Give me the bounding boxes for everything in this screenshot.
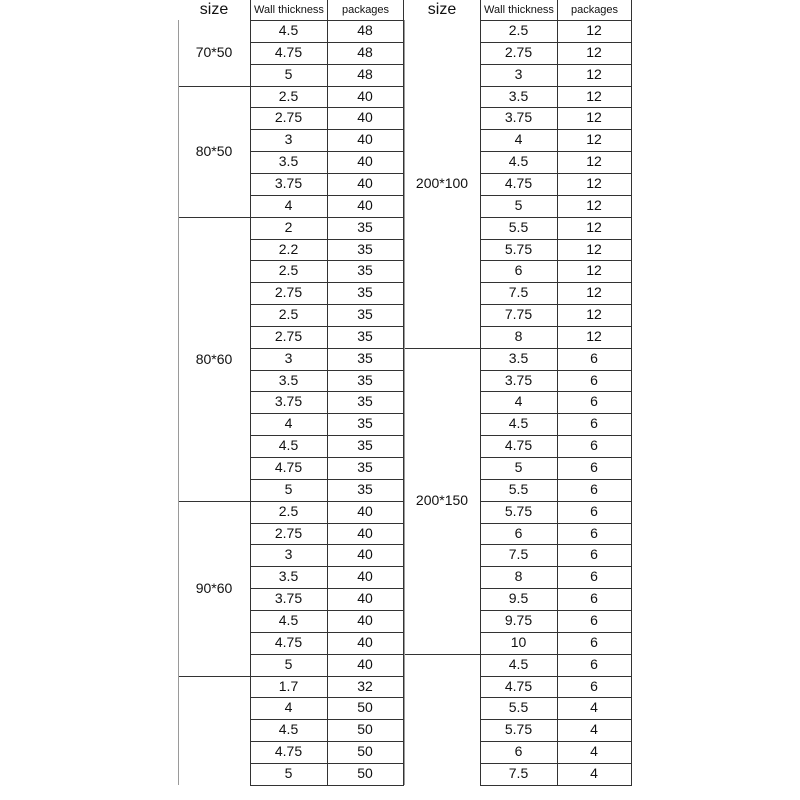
left-packages-cell: 32	[357, 677, 373, 694]
right-packages-cell: 12	[586, 196, 602, 213]
right-wall-thickness-cell: 9.75	[504, 611, 533, 628]
right-packages-cell: 4	[590, 764, 598, 781]
left-packages-cell: 35	[357, 415, 373, 432]
right-size-header: size	[427, 1, 457, 18]
right-wall-thickness-cell: 6	[514, 262, 523, 279]
right-packages-cell: 12	[586, 174, 602, 191]
left-packages-cell: 35	[357, 393, 373, 410]
left-row-divider	[250, 785, 404, 786]
right-wall-thickness-cell: 3.75	[504, 109, 533, 126]
left-packages-cell: 40	[357, 174, 373, 191]
right-wall-thickness-cell: 6	[514, 524, 523, 541]
left-packages-cell: 40	[357, 131, 373, 148]
left-wall-thickness-cell: 4.75	[274, 743, 303, 760]
left-column-border	[250, 0, 251, 785]
right-packages-cell: 12	[586, 87, 602, 104]
right-packages-cell: 12	[586, 109, 602, 126]
right-packages-cell: 12	[586, 131, 602, 148]
right-wall-thickness-cell: 5.75	[504, 502, 533, 519]
right-packages-cell: 6	[590, 393, 598, 410]
right-wall-thickness-cell: 5.75	[504, 721, 533, 738]
left-wall-thickness-cell: 4.75	[274, 459, 303, 475]
left-wall-thickness-cell: 3.75	[274, 393, 303, 410]
right-packages-cell: 12	[586, 327, 602, 344]
right-wall-thickness-cell: 5.5	[508, 218, 529, 235]
right-packages-cell: 6	[590, 437, 598, 454]
left-wall-thickness-cell: 4.5	[278, 437, 299, 454]
left-wall-thickness-cell: 3.5	[278, 153, 299, 170]
right-packages-cell: 6	[590, 459, 598, 475]
left-size-header: size	[199, 1, 229, 18]
right-packages-cell: 6	[590, 655, 598, 672]
left-packages-cell: 48	[357, 43, 373, 60]
right-packages-cell: 12	[586, 65, 602, 82]
right-packages-cell: 6	[590, 349, 598, 366]
right-packages-cell: 12	[586, 218, 602, 235]
right-wall-thickness-cell: 7.5	[508, 764, 529, 781]
left-wall-thickness-cell: 4.5	[278, 611, 299, 628]
left-wall-thickness-cell: 4	[284, 196, 293, 213]
right-packages-cell: 12	[586, 262, 602, 279]
left-wall-thickness-header: Wall thickness	[254, 4, 324, 16]
right-wall-thickness-cell: 4.75	[504, 174, 533, 191]
left-wall-thickness-cell: 5	[284, 480, 293, 497]
right-wall-thickness-cell: 4.5	[508, 655, 529, 672]
right-wall-thickness-cell: 5	[514, 196, 523, 213]
left-wall-thickness-cell: 3	[284, 546, 293, 563]
left-packages-cell: 35	[357, 437, 373, 454]
left-packages-cell: 40	[357, 611, 373, 628]
right-packages-cell: 12	[586, 153, 602, 170]
left-packages-cell: 40	[357, 568, 373, 585]
right-wall-thickness-cell: 2.75	[504, 43, 533, 60]
left-wall-thickness-cell: 3.75	[274, 590, 303, 607]
right-packages-cell: 6	[590, 371, 598, 388]
right-packages-cell: 12	[586, 43, 602, 60]
right-wall-thickness-cell: 3.5	[508, 87, 529, 104]
left-packages-cell: 35	[357, 459, 373, 475]
left-wall-thickness-cell: 2.5	[278, 87, 299, 104]
right-wall-thickness-cell: 3.5	[508, 349, 529, 366]
right-packages-cell: 12	[586, 22, 602, 38]
right-packages-cell: 12	[586, 284, 602, 301]
left-size-label: 70*50	[195, 44, 233, 60]
right-size-column-border	[404, 20, 405, 785]
right-packages-header: packages	[570, 4, 619, 16]
right-packages-cell: 12	[586, 306, 602, 323]
left-packages-header: packages	[341, 4, 390, 16]
right-wall-thickness-cell: 2.5	[508, 22, 529, 38]
left-packages-cell: 40	[357, 153, 373, 170]
left-packages-cell: 40	[357, 655, 373, 672]
left-wall-thickness-cell: 2.75	[274, 524, 303, 541]
right-wall-thickness-cell: 3	[514, 65, 523, 82]
right-packages-cell: 6	[590, 590, 598, 607]
right-wall-thickness-cell: 10	[510, 633, 527, 650]
left-packages-cell: 35	[357, 480, 373, 497]
left-wall-thickness-cell: 5	[284, 764, 293, 781]
right-wall-thickness-cell: 4.75	[504, 437, 533, 454]
left-wall-thickness-cell: 2.5	[278, 502, 299, 519]
left-packages-cell: 50	[357, 764, 373, 781]
left-packages-cell: 40	[357, 196, 373, 213]
left-packages-cell: 35	[357, 284, 373, 301]
left-packages-cell: 40	[357, 502, 373, 519]
right-column-border	[480, 0, 481, 785]
right-wall-thickness-cell: 4	[514, 131, 523, 148]
left-wall-thickness-cell: 4.75	[274, 633, 303, 650]
left-packages-cell: 35	[357, 218, 373, 235]
left-wall-thickness-cell: 2.2	[278, 240, 299, 257]
right-wall-thickness-cell: 7.5	[508, 284, 529, 301]
right-packages-cell: 6	[590, 480, 598, 497]
right-wall-thickness-cell: 6	[514, 743, 523, 760]
left-wall-thickness-cell: 4	[284, 415, 293, 432]
left-packages-cell: 35	[357, 240, 373, 257]
right-wall-thickness-cell: 9.5	[508, 590, 529, 607]
left-size-label: 80*60	[195, 350, 233, 367]
right-wall-thickness-cell: 8	[514, 568, 523, 585]
left-packages-cell: 35	[357, 327, 373, 344]
left-wall-thickness-cell: 2.5	[278, 306, 299, 323]
left-wall-thickness-cell: 5	[284, 65, 293, 82]
right-packages-cell: 6	[590, 611, 598, 628]
right-group-divider	[404, 654, 480, 655]
left-packages-cell: 40	[357, 590, 373, 607]
left-packages-cell: 48	[357, 22, 373, 38]
left-wall-thickness-cell: 3.75	[274, 174, 303, 191]
right-wall-thickness-cell: 4	[514, 393, 523, 410]
right-packages-cell: 4	[590, 721, 598, 738]
right-wall-thickness-cell: 7.5	[508, 546, 529, 563]
right-row-divider	[480, 785, 632, 786]
right-wall-thickness-cell: 4.5	[508, 415, 529, 432]
left-wall-thickness-cell: 2.75	[274, 327, 303, 344]
left-size-label: 80*50	[195, 142, 233, 159]
left-packages-cell: 35	[357, 262, 373, 279]
left-packages-cell: 35	[357, 306, 373, 323]
right-packages-cell: 4	[590, 699, 598, 716]
left-column-border	[327, 0, 328, 785]
left-size-column-border	[178, 20, 179, 785]
right-packages-cell: 6	[590, 546, 598, 563]
left-packages-cell: 40	[357, 633, 373, 650]
right-packages-cell: 6	[590, 568, 598, 585]
left-group-divider	[178, 676, 250, 677]
right-packages-cell: 6	[590, 677, 598, 694]
left-header-divider	[250, 20, 404, 21]
right-column-border	[557, 0, 558, 785]
left-wall-thickness-cell: 2	[284, 218, 293, 235]
right-wall-thickness-cell: 5.5	[508, 699, 529, 716]
left-wall-thickness-cell: 2.75	[274, 109, 303, 126]
right-packages-cell: 6	[590, 633, 598, 650]
left-wall-thickness-cell: 3.5	[278, 371, 299, 388]
left-wall-thickness-cell: 2.5	[278, 262, 299, 279]
right-wall-thickness-cell: 5.75	[504, 240, 533, 257]
left-packages-cell: 35	[357, 371, 373, 388]
left-packages-cell: 50	[357, 743, 373, 760]
right-column-border	[631, 0, 632, 785]
right-wall-thickness-cell: 5.5	[508, 480, 529, 497]
left-wall-thickness-cell: 3.5	[278, 568, 299, 585]
right-packages-cell: 6	[590, 502, 598, 519]
left-wall-thickness-cell: 3	[284, 131, 293, 148]
left-packages-cell: 50	[357, 699, 373, 716]
right-packages-cell: 6	[590, 415, 598, 432]
left-packages-cell: 48	[357, 65, 373, 82]
right-wall-thickness-cell: 8	[514, 327, 523, 344]
right-wall-thickness-cell: 5	[514, 459, 523, 475]
left-wall-thickness-cell: 3	[284, 349, 293, 366]
right-packages-cell: 4	[590, 743, 598, 760]
right-packages-cell: 6	[590, 524, 598, 541]
left-wall-thickness-cell: 4.5	[278, 22, 299, 38]
left-packages-cell: 50	[357, 721, 373, 738]
right-size-label: 200*150	[415, 491, 469, 508]
right-header-divider	[480, 20, 632, 21]
right-wall-thickness-header: Wall thickness	[484, 4, 554, 16]
left-packages-cell: 40	[357, 546, 373, 563]
left-wall-thickness-cell: 2.75	[274, 284, 303, 301]
right-packages-cell: 12	[586, 240, 602, 257]
left-wall-thickness-cell: 4	[284, 699, 293, 716]
right-size-label: 200*100	[415, 175, 469, 191]
left-packages-cell: 40	[357, 524, 373, 541]
left-packages-cell: 40	[357, 109, 373, 126]
left-wall-thickness-cell: 5	[284, 655, 293, 672]
left-wall-thickness-cell: 4.75	[274, 43, 303, 60]
right-wall-thickness-cell: 4.75	[504, 677, 533, 694]
left-packages-cell: 40	[357, 87, 373, 104]
right-wall-thickness-cell: 3.75	[504, 371, 533, 388]
right-wall-thickness-cell: 7.75	[504, 306, 533, 323]
left-wall-thickness-cell: 1.7	[278, 677, 299, 694]
left-wall-thickness-cell: 4.5	[278, 721, 299, 738]
left-size-label: 90*60	[195, 579, 233, 596]
left-packages-cell: 35	[357, 349, 373, 366]
right-wall-thickness-cell: 4.5	[508, 153, 529, 170]
